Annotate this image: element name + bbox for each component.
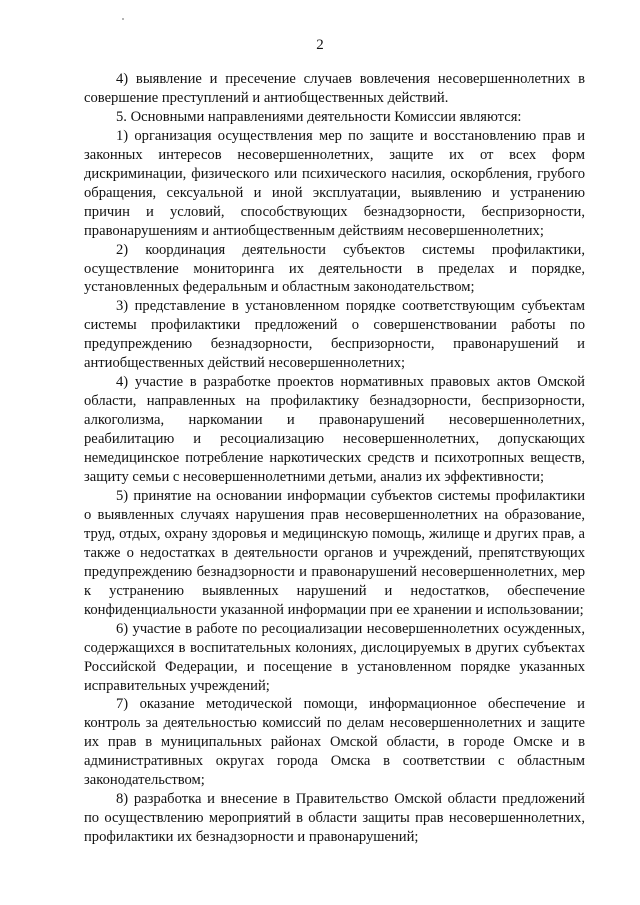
paragraph-item-4-prevention: 4) выявление и пресечение случаев вовлечения несовершеннолетних в совершение преступлений и антиобщественных действий. (84, 71, 585, 106)
paragraph-item-8: 8) разработка и внесение в Правительство Омской области предложений по осуществлению мероприятий в области защиты прав несовершеннолетних, профилактики их безнадзорности и правонарушений; (84, 791, 585, 846)
paragraph-item-1: 1) организация осуществления мер по защите и восстановлению прав и законных интересов несовершеннолетних, защите их от всех форм дискриминации, физического или психического насилия, оскорбления, грубого обращения, сексуальной и иной эксплуатации, выявлению и устранению причин и условий, способствующих безнадзорности, беспризорности, правонарушениям и антиобщественным действиям несовершеннолетних; (84, 127, 585, 239)
paragraph-section-5-heading: 5. Основными направлениями деятельности Комиссии являются: (116, 108, 522, 125)
page-number: 2 (316, 37, 324, 53)
paragraph-item-3: 3) представление в установленном порядке соответствующим субъектам системы профилактики предложений о совершенствовании работы по предупреждению безнадзорности, беспризорности, правонарушений и антиобщественных действий несовершеннолетних; (84, 298, 585, 372)
scan-speck (122, 18, 124, 20)
document-body (84, 70, 585, 847)
paragraph-item-7: 7) оказание методической помощи, информационное обеспечение и контроль за деятельностью комиссий по делам несовершеннолетних и защите их прав в муниципальных районах Омской области, в городе Омске и в административных округах города Омска в соответствии с областным законодательством; (84, 696, 585, 789)
paragraph-item-5: 5) принятие на основании информации субъектов системы профилактики о выявленных случаях нарушения прав несовершеннолетних на образование, труд, отдых, охрану здоровья и медицинскую помощь, жилище и других прав, а также о недостатках в деятельности органов и учреждений, препятствующих предупреждению безнадзорности и правонарушений несовершеннолетних, мер к устранению выявленных нарушений и недостатков, обеспечение конфиденциальности указанной информации при ее хранении и использовании; (84, 487, 585, 618)
paragraph-item-4: 4) участие в разработке проектов нормативных правовых актов Омской области, направленных на профилактику безнадзорности, беспризорности, алкоголизма, наркомании и правонарушений несовершеннолетних, реабилитацию и ресоциализацию несовершеннолетних, допускающих немедицинское потребление наркотических средств и психотропных веществ, защиту семьи с несовершеннолетними детьми, анализ их эффективности; (84, 374, 585, 486)
paragraph-item-2: 2) координация деятельности субъектов системы профилактики, осуществление мониторинга их деятельности в пределах и порядке, установленных федеральным и областным законодательством; (84, 241, 585, 296)
paragraph-item-6: 6) участие в работе по ресоциализации несовершеннолетних осужденных, содержащихся в воспитательных колониях, дислоцируемых в других субъектах Российской Федерации, и посещение в установленном порядке указанных исправительных учреждений; (84, 620, 585, 694)
